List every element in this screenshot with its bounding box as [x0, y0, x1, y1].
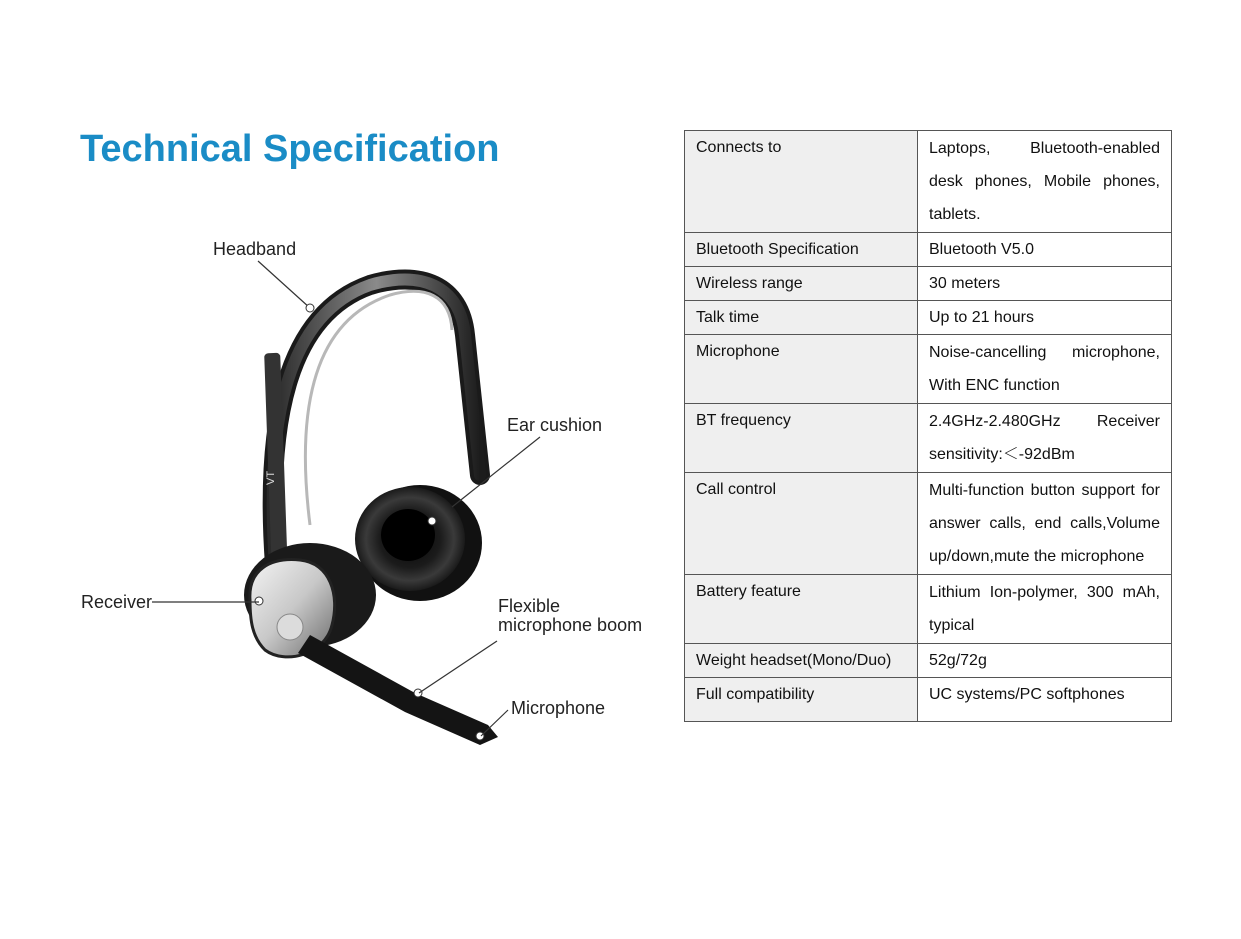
- spec-value: Multi-function button support for answer calls, end calls,Volume up/down,mute the microphone: [918, 473, 1172, 575]
- spec-label: Full compatibility: [685, 678, 918, 722]
- spec-label: Microphone: [685, 335, 918, 404]
- table-row: [685, 473, 1172, 575]
- spec-label: Talk time: [685, 301, 918, 335]
- spec-label: Wireless range: [685, 267, 918, 301]
- spec-label: Bluetooth Specification: [685, 233, 918, 267]
- headset-figure: [70, 225, 670, 765]
- table-row: [685, 233, 1172, 267]
- spec-value: Noise-cancelling microphone, With ENC function: [918, 335, 1172, 404]
- microphone-boom-shape: [298, 635, 498, 745]
- spec-value: 30 meters: [918, 267, 1172, 301]
- spec-label: Call control: [685, 473, 918, 575]
- spec-value: Laptops, Bluetooth-enabled desk phones, Mobile phones, tablets.: [918, 131, 1172, 233]
- table-row: [685, 267, 1172, 301]
- headband-label: Headband: [213, 239, 297, 259]
- receiver-label: Receiver: [81, 592, 153, 612]
- spec-label: Battery feature: [685, 575, 918, 644]
- spec-label: Weight headset(Mono/Duo): [685, 644, 918, 678]
- flexible-label: Flexible: [498, 596, 561, 616]
- table-row: [685, 404, 1172, 473]
- spec-value: Lithium Ion-polymer, 300 mAh, typical: [918, 575, 1172, 644]
- table-row: [685, 301, 1172, 335]
- brand-logo: VT: [265, 470, 277, 485]
- spec-value: 2.4GHz-2.480GHz Receiver sensitivity:＜-92dBm: [918, 404, 1172, 473]
- microphone-boom-label: microphone boom: [498, 615, 643, 635]
- spec-value: UC systems/PC softphones: [918, 678, 1172, 722]
- spec-table: [684, 130, 1172, 722]
- spec-label: BT frequency: [685, 404, 918, 473]
- spec-value: 52g/72g: [918, 644, 1172, 678]
- ear-cushion-label: Ear cushion: [507, 415, 603, 435]
- spec-label: Connects to: [685, 131, 918, 233]
- table-row: [685, 131, 1172, 233]
- table-row: [685, 678, 1172, 722]
- spec-value: Bluetooth V5.0: [918, 233, 1172, 267]
- table-row: [685, 575, 1172, 644]
- microphone-label: Microphone: [511, 698, 606, 718]
- table-row: [685, 335, 1172, 404]
- table-row: [685, 644, 1172, 678]
- page-title: Technical Specification: [80, 128, 500, 170]
- spec-value: Up to 21 hours: [918, 301, 1172, 335]
